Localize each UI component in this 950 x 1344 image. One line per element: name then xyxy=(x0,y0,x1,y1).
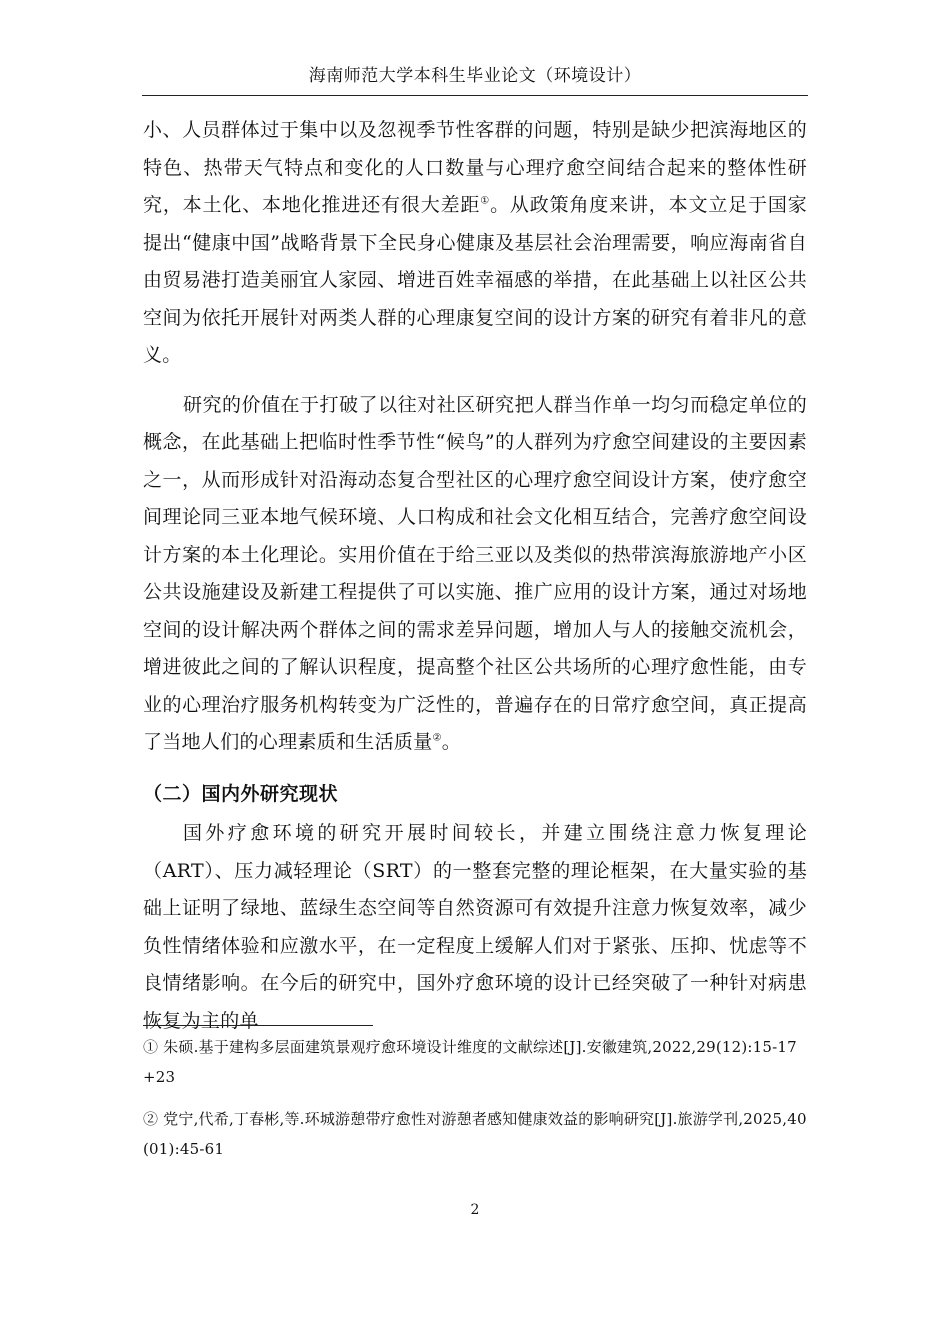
footnote-reference-1[interactable]: ① xyxy=(480,195,491,207)
footnote-text: 朱硕.基于建构多层面建筑景观疗愈环境设计维度的文献综述[J].安徽建筑,2022,29(12):15-17+23 xyxy=(143,1038,797,1086)
paragraph-text-after: 。 xyxy=(441,731,462,753)
footnotes xyxy=(143,1032,807,1164)
paragraph-research-value xyxy=(143,387,807,762)
running-header: 海南师范大学本科生毕业论文（环境设计） xyxy=(308,66,642,86)
paragraph-text: 国外疗愈环境的研究开展时间较长，并建立围绕注意力恢复理论（ART）、压力减轻理论（SRT）的一整套完整的理论框架，在大量实验的基础上证明了绿地、蓝绿生态空间等自然资源可有效提升注意力恢复效率，减少负性情绪体验和应激水平，在一定程度上缓解人们对于紧张、压抑、忧虑等不良情绪影响。在今后的研究中，国外疗愈环境的设计已经突破了一种针对病患恢复为主的单 xyxy=(143,822,807,1032)
paragraph-text: 小、人员群体过于集中以及忽视季节性客群的问题，特别是缺少把滨海地区的特色、热带天气特点和变化的人口数量与心理疗愈空间结合起来的整体性研究，本土化、本地化推进还有很大差距 xyxy=(143,119,807,216)
main-body xyxy=(143,112,807,1040)
footnote-marker: ① xyxy=(143,1038,159,1056)
footnote-divider xyxy=(143,1025,373,1026)
section-heading: （二）国内外研究现状 xyxy=(143,782,339,805)
paragraph-text-after: 。从政策角度来讲，本文立足于国家提出“健康中国”战略背景下全民身心健康及基层社会治理需要，响应海南省自由贸易港打造美丽宜人家园、增进百姓幸福感的举措，在此基础上以社区公共空间为依托开展针对两类人群的心理康复空间的设计方案的研究有着非凡的意义。 xyxy=(143,194,807,366)
paragraph-text: 研究的价值在于打破了以往对社区研究把人群当作单一均匀而稳定单位的概念，在此基础上把临时性季节性“候鸟”的人群列为疗愈空间建设的主要因素之一，从而形成针对沿海动态复合型社区的心理疗愈空间设计方案，使疗愈空间理论同三亚本地气候环境、人口构成和社会文化相互结合，完善疗愈空间设计方案的本土化理论。实用价值在于给三亚以及类似的热带滨海旅游地产小区公共设施建设及新建工程提供了可以实施、推广应用的设计方案，通过对场地空间的设计解决两个群体之间的需求差异问题，增加人与人的接触交流机会，增进彼此之间的了解认识程度，提高整个社区公共场所的心理疗愈性能，由专业的心理治疗服务机构转变为广泛性的，普遍存在的日常疗愈空间，真正提高了当地人们的心理素质和生活质量 xyxy=(143,393,807,753)
header-divider xyxy=(142,95,808,96)
paragraph-research-status xyxy=(143,815,807,1040)
page-number: 2 xyxy=(470,1202,480,1218)
footnote-marker: ② xyxy=(143,1110,159,1128)
footnote-reference-2[interactable]: ② xyxy=(432,732,442,744)
footnote-2 xyxy=(143,1104,807,1164)
footnote-1 xyxy=(143,1032,807,1092)
paragraph-continuation xyxy=(143,112,807,375)
footnote-text: 党宁,代希,丁春彬,等.环城游憩带疗愈性对游憩者感知健康效益的影响研究[J].旅游学刊,2025,40(01):45-61 xyxy=(143,1110,807,1158)
